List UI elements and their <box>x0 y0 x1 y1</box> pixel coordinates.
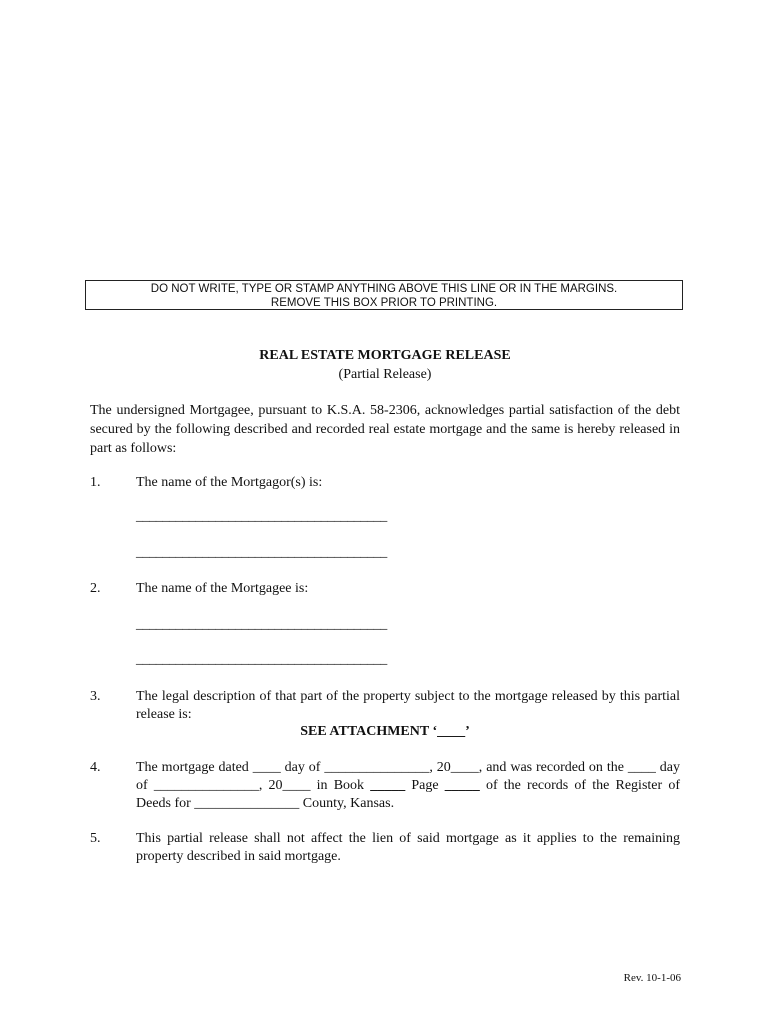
see-attachment-label: SEE ATTACHMENT ‘____’ <box>300 724 470 739</box>
item-4-text-c: of the records of the Register of Deeds for _______________ County, Kansas. <box>136 778 680 811</box>
item-number: 5. <box>90 831 101 846</box>
mortgagor-blank-line-2[interactable]: ______________________________________ <box>136 545 387 560</box>
item-text: The legal description of that part of the property subject to the mortgage released by this partial release is: <box>136 689 680 722</box>
margin-notice-box <box>85 280 683 310</box>
book-blank[interactable]: _____ <box>370 778 406 793</box>
item-4-text-a: The mortgage dated ____ day of _______________, 20____, and was recorded on the ____ day of _______________, 20____ in Book <box>136 760 680 793</box>
document-subtitle: (Partial Release) <box>338 367 432 382</box>
mortgagee-blank-line-2[interactable]: ______________________________________ <box>136 652 387 667</box>
item-number: 3. <box>90 689 101 704</box>
intro-paragraph: The undersigned Mortgagee, pursuant to K.S.A. 58-2306, acknowledges partial satisfaction of the debt secured by the following described and recorded real estate mortgage and the same is hereby released in part as follows: <box>90 403 680 456</box>
item-text: The name of the Mortgagee is: <box>136 581 309 596</box>
page-blank[interactable]: _____ <box>444 778 480 793</box>
document-title: REAL ESTATE MORTGAGE RELEASE <box>259 348 511 363</box>
item-4-text-b: Page <box>405 778 445 793</box>
notice-line-1: DO NOT WRITE, TYPE OR STAMP ANYTHING ABOVE THIS LINE OR IN THE MARGINS. <box>150 283 618 295</box>
item-text <box>136 759 680 813</box>
mortgagee-blank-line-1[interactable]: ______________________________________ <box>136 617 387 632</box>
item-text: This partial release shall not affect the lien of said mortgage as it applies to the remaining property described in said mortgage. <box>136 831 680 864</box>
item-number: 1. <box>90 475 101 490</box>
item-number: 2. <box>90 581 101 596</box>
mortgagor-blank-line-1[interactable]: ______________________________________ <box>136 509 387 524</box>
item-number: 4. <box>90 760 101 775</box>
item-text: The name of the Mortgagor(s) is: <box>136 475 323 490</box>
notice-line-2: REMOVE THIS BOX PRIOR TO PRINTING. <box>270 297 498 309</box>
revision-label: Rev. 10-1-06 <box>623 972 681 984</box>
